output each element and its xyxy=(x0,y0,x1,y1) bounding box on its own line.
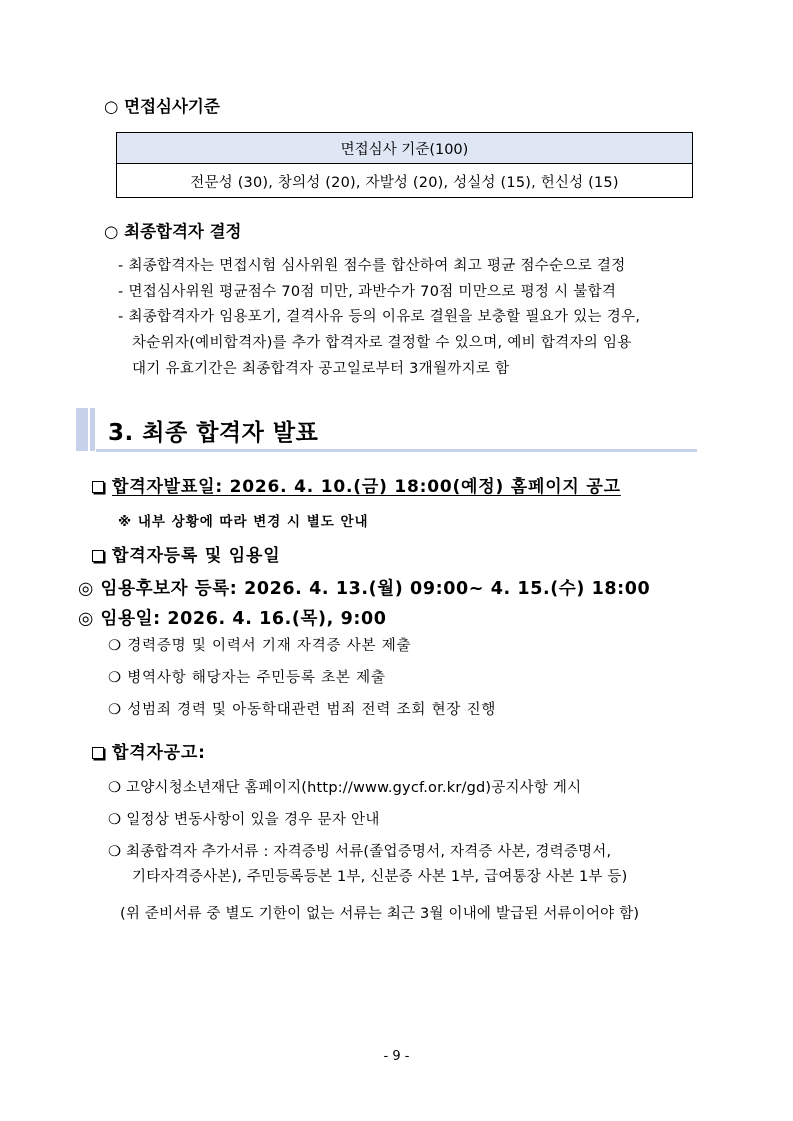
decision-item-3: - 최종합격자가 임용포기, 결격사유 등의 이유로 결원을 보충할 필요가 있는 경우, xyxy=(118,309,641,325)
appointment-item-2: ❍ 병역사항 해당자는 주민등록 초본 제출 xyxy=(108,670,386,686)
section-accent-bar-thin xyxy=(90,408,95,451)
registration-label: 합격자등록 및 임용일 xyxy=(112,546,281,566)
announce-date-value: : 2026. 4. 10.(금) 18:00(예정) 홈페이지 공고 xyxy=(215,477,621,497)
appointment-item-1: ❍ 경력증명 및 이력서 기재 자격증 사본 제출 xyxy=(108,638,412,654)
decision-item-3-cont-1: 차순위자(예비합격자)를 추가 합격자로 결정할 수 있으며, 예비 합격자의 임용 xyxy=(132,335,632,351)
registration-heading xyxy=(92,541,280,566)
page-number: - 9 - xyxy=(383,1049,410,1064)
registration-period: ◎ 임용후보자 등록: 2026. 4. 13.(월) 09:00~ 4. 15.(수) 18:00 xyxy=(78,579,651,599)
notice-heading xyxy=(92,738,206,763)
appointment-item-3: ❍ 성범죄 경력 및 아동학대관련 범죄 전력 조회 현장 진행 xyxy=(108,702,497,718)
notice-label: 합격자공고: xyxy=(112,743,206,763)
decision-item-1: - 최종합격자는 면접시험 심사위원 점수를 합산하여 최고 평균 점수순으로 결정 xyxy=(118,258,626,274)
final-decision-heading: ○ 최종합격자 결정 xyxy=(104,222,242,241)
announce-date-label: 합격자발표일 xyxy=(112,477,216,497)
checkbox-square-icon xyxy=(92,481,104,493)
notice-item-2: ❍ 일정상 변동사항이 있을 경우 문자 안내 xyxy=(108,812,380,828)
notice-footnote: (위 준비서류 중 별도 기한이 없는 서류는 최근 3월 이내에 발급된 서류이어야 함) xyxy=(120,906,640,922)
section-accent-bar xyxy=(76,408,88,451)
notice-item-3: ❍ 최종합격자 추가서류 : 자격증빙 서류(졸업증명서, 자격증 사본, 경력증명서, xyxy=(108,844,612,860)
appointment-date: ◎ 임용일: 2026. 4. 16.(목), 9:00 xyxy=(78,609,387,629)
announce-note: ※ 내부 상황에 따라 변경 시 별도 안내 xyxy=(118,514,369,530)
checkbox-square-icon xyxy=(92,747,104,759)
interview-criteria-table xyxy=(116,132,693,198)
decision-item-2: - 면접심사위원 평균점수 70점 미만, 과반수가 70점 미만으로 평정 시 불합격 xyxy=(118,284,617,300)
decision-item-3-cont-2: 대기 유효기간은 최종합격자 공고일로부터 3개월까지로 함 xyxy=(132,361,510,377)
announce-date-line xyxy=(92,472,621,497)
checkbox-square-icon xyxy=(92,550,104,562)
notice-item-1: ❍ 고양시청소년재단 홈페이지(http://www.gycf.or.kr/gd)공지사항 게시 xyxy=(108,780,582,796)
notice-item-3-cont: 기타자격증사본), 주민등록등본 1부, 신분증 사본 1부, 급여통장 사본 1부 등) xyxy=(132,869,628,885)
interview-criteria-heading: ○ 면접심사기준 xyxy=(104,97,220,116)
section-underline xyxy=(96,449,697,452)
criteria-table-header: 면접심사 기준(100) xyxy=(117,133,692,164)
criteria-table-row: 전문성 (30), 창의성 (20), 자발성 (20), 성실성 (15), 헌신성 (15) xyxy=(190,174,619,191)
section-title: 3. 최종 합격자 발표 xyxy=(108,420,319,446)
